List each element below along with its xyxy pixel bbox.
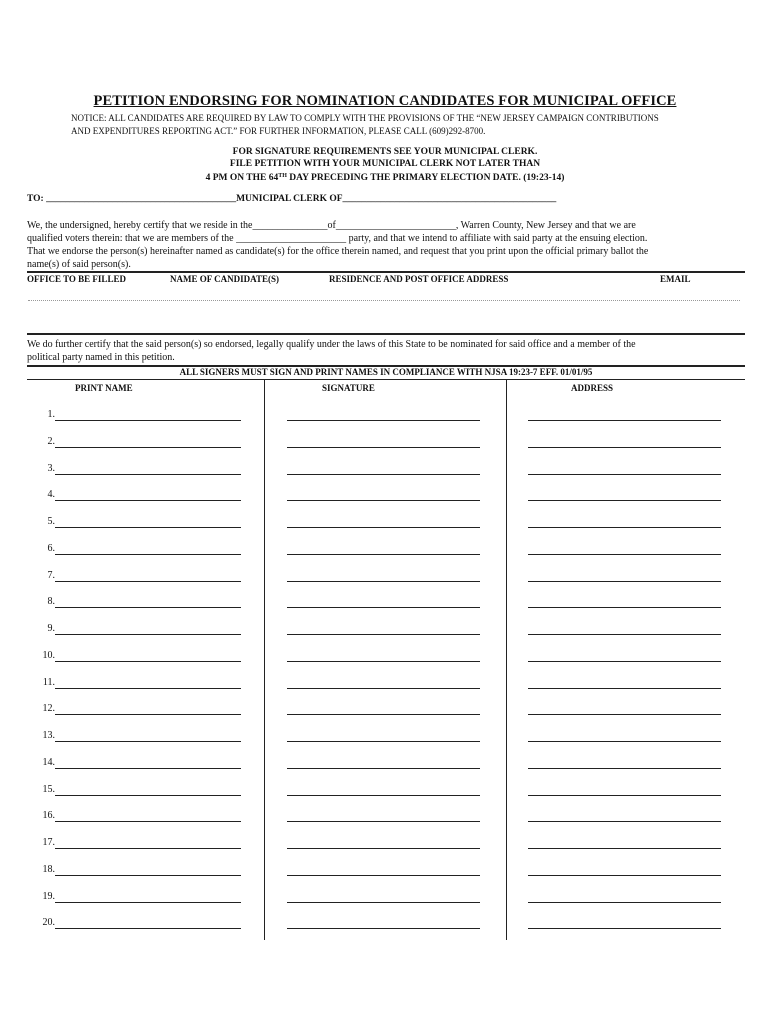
- signer-row: [0, 436, 770, 463]
- address-field[interactable]: [528, 741, 721, 742]
- signer-row: [0, 864, 770, 891]
- print-name-field[interactable]: [55, 848, 241, 849]
- print-name-field[interactable]: [55, 581, 241, 582]
- signer-row: [0, 623, 770, 650]
- address-field[interactable]: [528, 661, 721, 662]
- print-name-field[interactable]: [55, 661, 241, 662]
- address-field[interactable]: [528, 795, 721, 796]
- signer-row-number: 8.: [47, 596, 55, 608]
- signer-row: [0, 891, 770, 918]
- further-line-1: We do further certify that the said person(s) so endorsed, legally qualify under the laws of this State to be nominated for said office and a member of the: [27, 339, 636, 350]
- signature-field[interactable]: [287, 420, 480, 421]
- signer-row: [0, 784, 770, 811]
- signer-row-number: 3.: [47, 462, 55, 474]
- sig-req-line-2: FILE PETITION WITH YOUR MUNICIPAL CLERK NOT LATER THAN: [229, 159, 541, 169]
- candidate-entry-line[interactable]: [28, 300, 740, 301]
- signature-field[interactable]: [287, 902, 480, 903]
- certify-line-1: We, the undersigned, hereby certify that we reside in the_______________of________________________, Warren County, New Jersey and that we are: [27, 220, 636, 231]
- signer-row-number: 2.: [47, 435, 55, 447]
- signature-field[interactable]: [287, 688, 480, 689]
- signer-row: [0, 409, 770, 436]
- notice-line-1: NOTICE: ALL CANDIDATES ARE REQUIRED BY LAW TO COMPLY WITH THE PROVISIONS OF THE “NEW JERSEY CAMPAIGN CONTRIBUTIONS: [71, 113, 659, 123]
- signature-requirements: [0, 146, 770, 184]
- sig-req-line-3-b: DAY PRECEDING THE PRIMARY ELECTION DATE. (19:23-14): [286, 173, 565, 183]
- signer-row: [0, 703, 770, 730]
- signer-row-number: 17.: [42, 837, 55, 848]
- ordinal-suffix: TH: [278, 173, 287, 179]
- signer-row: [0, 543, 770, 570]
- print-name-field[interactable]: [55, 741, 241, 742]
- sig-req-line-3-a: 4 PM ON THE 64: [205, 173, 279, 183]
- notice-line-2: AND EXPENDITURES REPORTING ACT.” FOR FURTHER INFORMATION, PLEASE CALL (609)292-8700.: [71, 125, 486, 136]
- signer-row-number: 20.: [42, 917, 55, 929]
- signer-row-number: 6.: [47, 542, 55, 554]
- sig-req-line-1: FOR SIGNATURE REQUIREMENTS SEE YOUR MUNICIPAL CLERK.: [232, 147, 538, 157]
- signer-row: [0, 757, 770, 784]
- page-title: PETITION ENDORSING FOR NOMINATION CANDIDATES FOR MUNICIPAL OFFICE: [93, 93, 677, 109]
- signer-row: [0, 516, 770, 543]
- print-name-field[interactable]: [55, 474, 241, 475]
- signature-field[interactable]: [287, 928, 480, 929]
- col-address-header: ADDRESS: [571, 383, 614, 393]
- col-print-name-header: PRINT NAME: [75, 383, 133, 393]
- print-name-field[interactable]: [55, 634, 241, 635]
- signer-row: [0, 730, 770, 757]
- col-residence-header: RESIDENCE AND POST OFFICE ADDRESS: [329, 274, 509, 284]
- signer-row-number: 13.: [42, 730, 55, 741]
- address-field[interactable]: [528, 688, 721, 689]
- signature-field[interactable]: [287, 554, 480, 555]
- certification-paragraph: [27, 219, 742, 271]
- signer-row-number: 11.: [42, 676, 55, 688]
- print-name-field[interactable]: [55, 500, 241, 501]
- candidate-table-bottom-rule: [27, 333, 745, 335]
- further-line-2: political party named in this petition.: [27, 352, 175, 363]
- signature-field[interactable]: [287, 714, 480, 715]
- signer-row: [0, 917, 770, 944]
- signature-field[interactable]: [287, 661, 480, 662]
- address-field[interactable]: [528, 474, 721, 475]
- print-name-field[interactable]: [55, 821, 241, 822]
- candidate-table-top-rule: [27, 271, 745, 273]
- certify-line-2: qualified voters therein: that we are members of the ______________________ party, and that we intend to affiliate with said party at the ensuing election.: [27, 233, 648, 244]
- print-name-field[interactable]: [55, 714, 241, 715]
- print-name-field[interactable]: [55, 554, 241, 555]
- signature-field[interactable]: [287, 768, 480, 769]
- col-office-header: OFFICE TO BE FILLED: [27, 274, 126, 284]
- address-field[interactable]: [528, 768, 721, 769]
- signer-row: [0, 570, 770, 597]
- print-name-field[interactable]: [55, 688, 241, 689]
- to-line[interactable]: TO: ________________________________________MUNICIPAL CLERK OF_____________________________________________: [27, 194, 557, 204]
- signer-row-number: 9.: [47, 623, 55, 634]
- further-certify-paragraph: [27, 338, 737, 364]
- address-field[interactable]: [528, 554, 721, 555]
- print-name-field[interactable]: [55, 527, 241, 528]
- signer-row: [0, 837, 770, 864]
- signer-row-number: 1.: [47, 409, 55, 420]
- signer-row-number: 15.: [42, 783, 55, 795]
- print-name-field[interactable]: [55, 875, 241, 876]
- print-name-field[interactable]: [55, 607, 241, 608]
- print-name-field[interactable]: [55, 795, 241, 796]
- signer-row: [0, 596, 770, 623]
- col-email-header: EMAIL: [660, 274, 691, 284]
- signature-field[interactable]: [287, 607, 480, 608]
- signers-banner: ALL SIGNERS MUST SIGN AND PRINT NAMES IN COMPLIANCE WITH NJSA 19:23-7 EFF. 01/01/95: [179, 367, 593, 377]
- signature-field[interactable]: [287, 527, 480, 528]
- signer-row-number: 5.: [47, 516, 55, 527]
- signature-field[interactable]: [287, 634, 480, 635]
- signature-field[interactable]: [287, 741, 480, 742]
- signer-row-number: 12.: [42, 703, 55, 715]
- print-name-field[interactable]: [55, 902, 241, 903]
- address-field[interactable]: [528, 875, 721, 876]
- print-name-field[interactable]: [55, 768, 241, 769]
- address-field[interactable]: [528, 500, 721, 501]
- notice-text: [71, 112, 751, 137]
- address-field[interactable]: [528, 714, 721, 715]
- signers-header-rule: [27, 379, 745, 380]
- print-name-field[interactable]: [55, 447, 241, 448]
- address-field[interactable]: [528, 447, 721, 448]
- signature-field[interactable]: [287, 795, 480, 796]
- signature-field[interactable]: [287, 500, 480, 501]
- signer-row-number: 19.: [42, 890, 55, 902]
- print-name-field[interactable]: [55, 928, 241, 929]
- signer-row: [0, 677, 770, 704]
- signer-row: [0, 650, 770, 677]
- certify-line-3: That we endorse the person(s) hereinafter named as candidate(s) for the office therein named, and request that you print upon the official primary ballot the: [27, 246, 649, 257]
- print-name-field[interactable]: [55, 420, 241, 421]
- address-field[interactable]: [528, 902, 721, 903]
- address-field[interactable]: [528, 634, 721, 635]
- signature-field[interactable]: [287, 848, 480, 849]
- signature-field[interactable]: [287, 875, 480, 876]
- address-field[interactable]: [528, 607, 721, 608]
- signer-row-number: 18.: [42, 863, 55, 875]
- signer-row-number: 14.: [42, 756, 55, 768]
- signature-field[interactable]: [287, 581, 480, 582]
- signer-row-number: 16.: [42, 810, 55, 822]
- signature-field[interactable]: [287, 821, 480, 822]
- address-field[interactable]: [528, 420, 721, 421]
- address-field[interactable]: [528, 821, 721, 822]
- signature-field[interactable]: [287, 447, 480, 448]
- address-field[interactable]: [528, 848, 721, 849]
- signer-row: [0, 489, 770, 516]
- col-candidate-name-header: NAME OF CANDIDATE(S): [170, 274, 279, 284]
- signer-row: [0, 463, 770, 490]
- col-signature-header: SIGNATURE: [322, 383, 375, 393]
- address-field[interactable]: [528, 928, 721, 929]
- sig-req-line-3: [0, 170, 770, 184]
- certify-line-4: name(s) of said person(s).: [27, 259, 131, 270]
- signer-row-number: 10.: [42, 649, 55, 661]
- address-field[interactable]: [528, 527, 721, 528]
- signer-row-number: 4.: [47, 489, 55, 501]
- address-field[interactable]: [528, 581, 721, 582]
- signature-field[interactable]: [287, 474, 480, 475]
- signer-row: [0, 810, 770, 837]
- signer-row-number: 7.: [47, 569, 55, 581]
